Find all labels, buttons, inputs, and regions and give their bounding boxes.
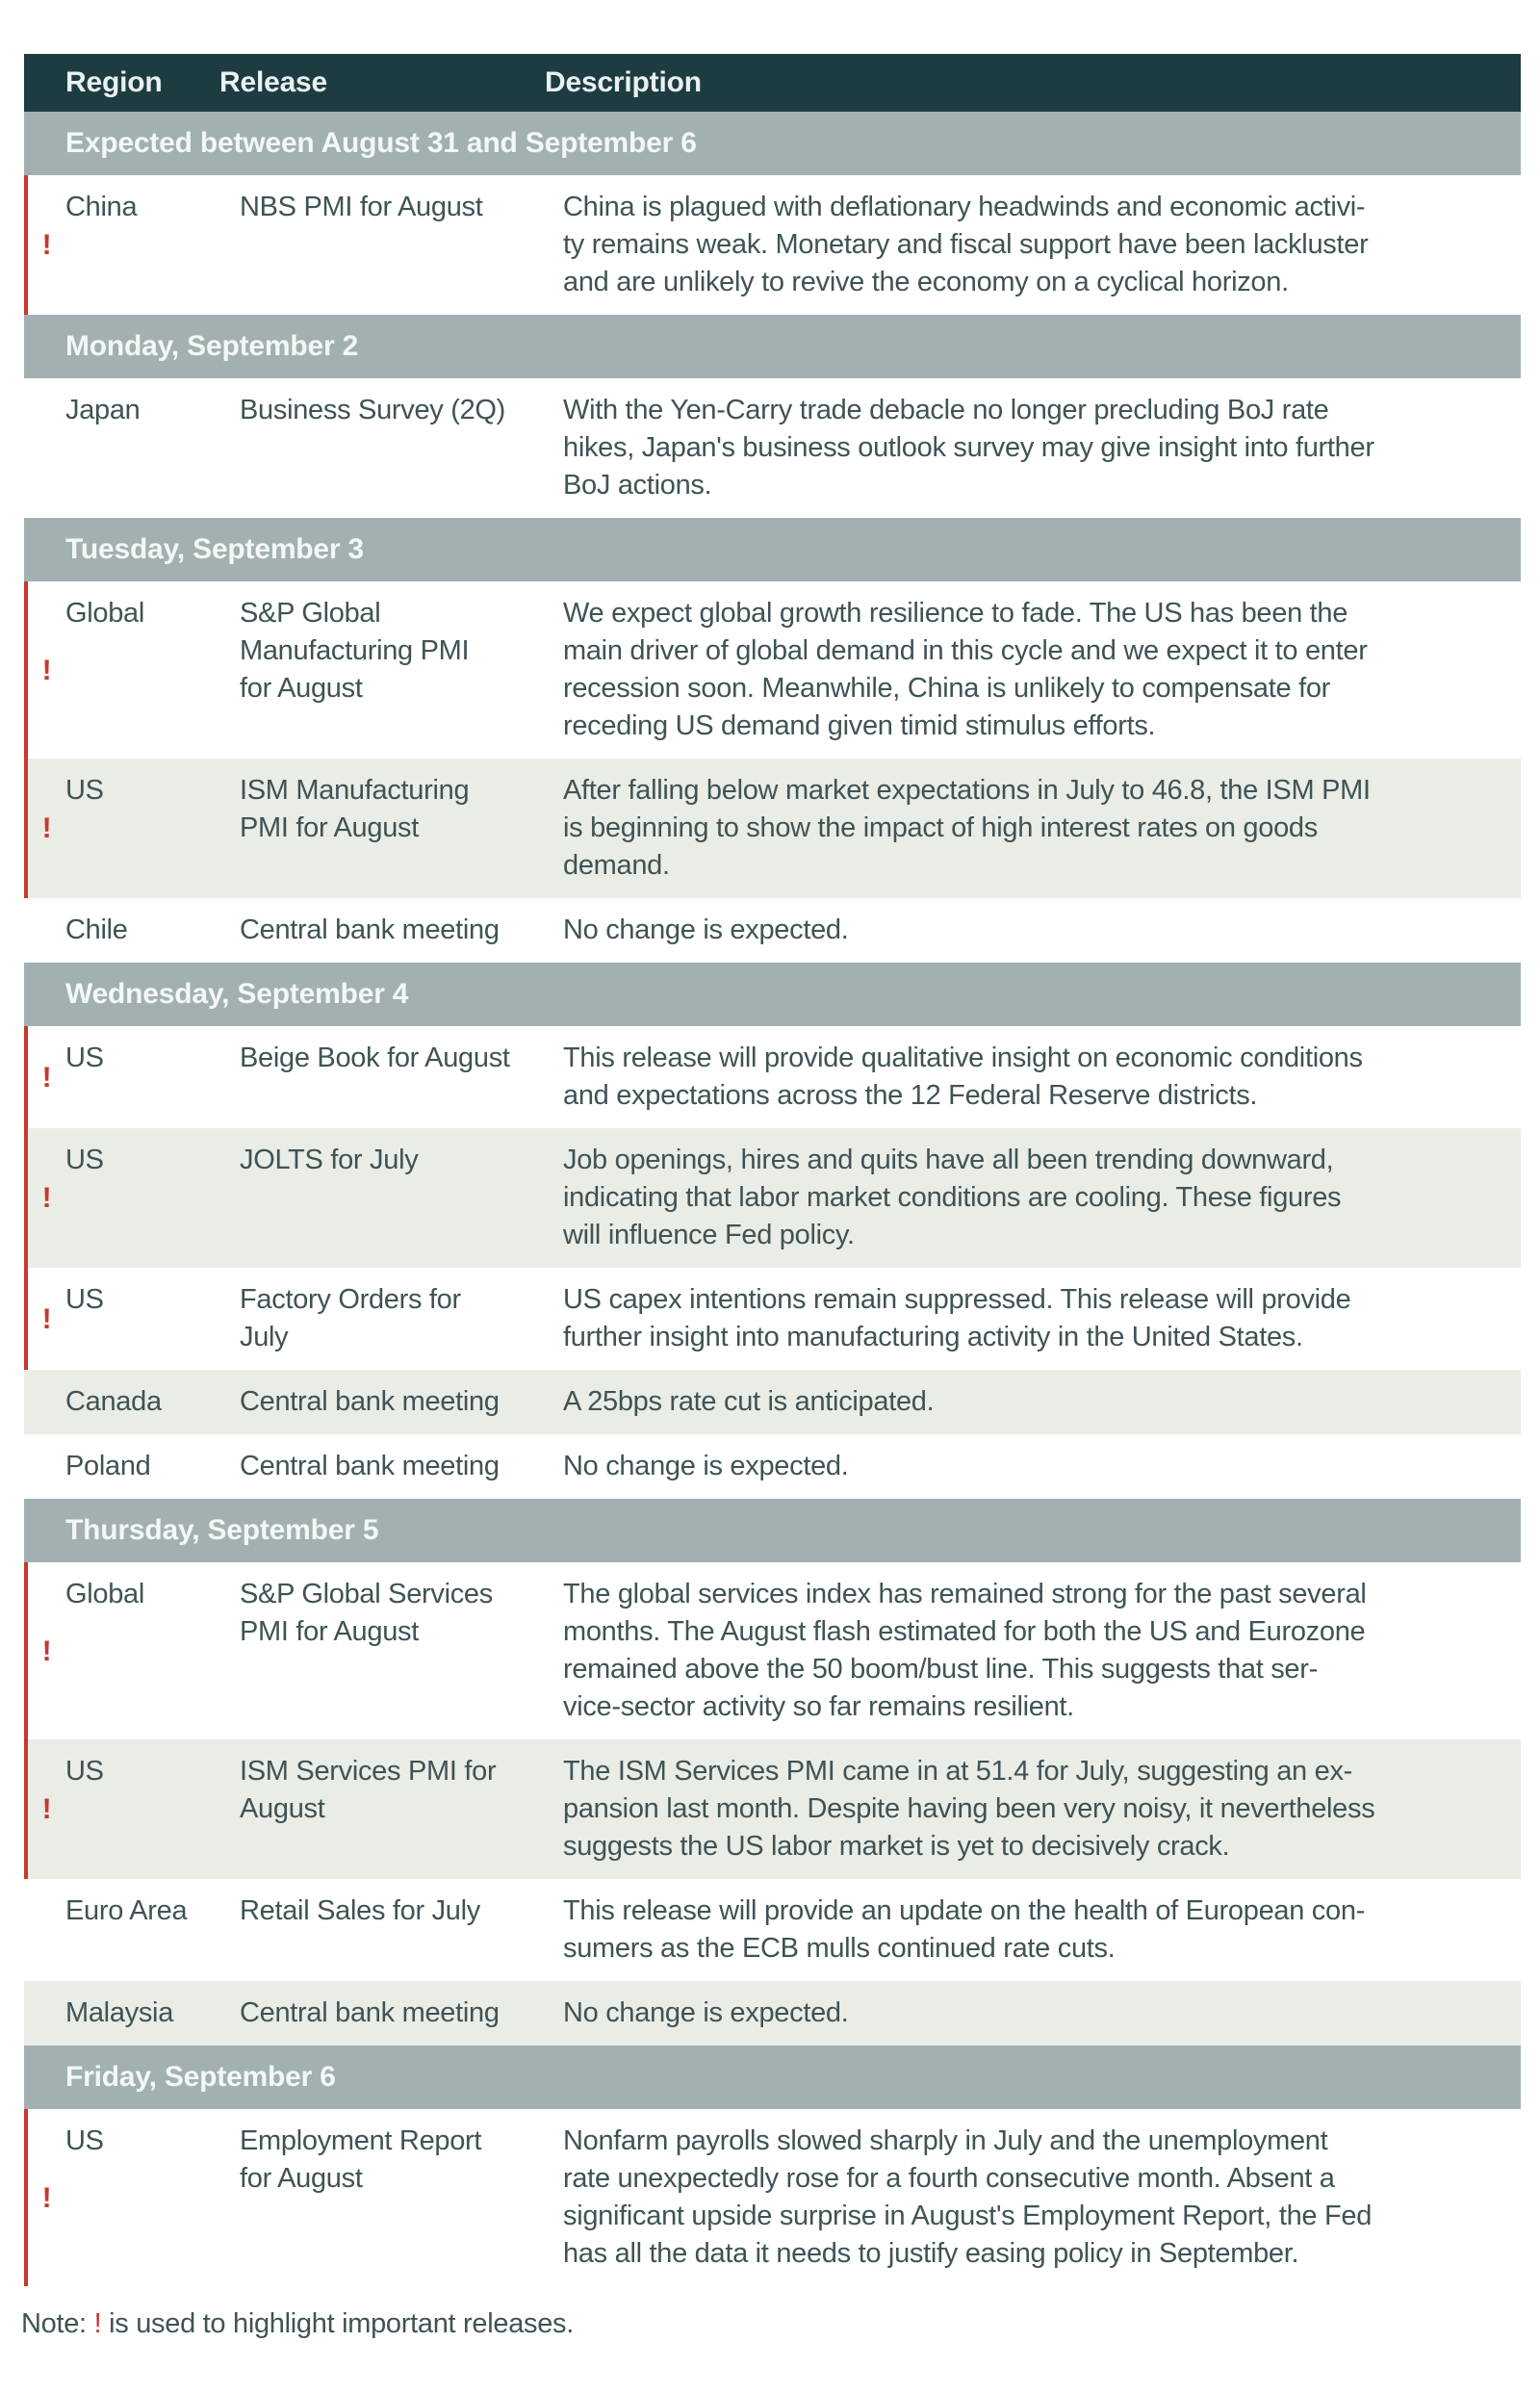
description-line: ty remains weak. Monetary and fiscal support have been lackluster (563, 229, 1369, 260)
table-row (24, 1370, 1521, 1434)
release-line: for August (240, 673, 363, 704)
release-cell (240, 1995, 563, 2032)
important-marker: ! (41, 654, 52, 686)
region-cell: China (65, 192, 138, 222)
description-cell (563, 1576, 1521, 1726)
note-text: is used to highlight important releases. (109, 2308, 575, 2339)
release-line: for August (240, 2163, 363, 2194)
region-cell: US (65, 1284, 104, 1315)
region-cell: Global (65, 598, 145, 629)
economic-calendar-table (24, 54, 1521, 2286)
description-line: We expect global growth resilience to fade. The US has been the (563, 598, 1348, 629)
section-header: Thursday, September 5 (24, 1499, 1521, 1562)
section-header: Monday, September 2 (24, 315, 1521, 378)
description-line: pansion last month. Despite having been very noisy, it nevertheless (563, 1793, 1375, 1824)
table-row (24, 581, 1521, 759)
important-marker: ! (41, 2181, 52, 2214)
description-line: remained above the 50 boom/bust line. This suggests that ser- (563, 1654, 1318, 1685)
release-cell (240, 595, 563, 745)
description-line: rate unexpectedly rose for a fourth consecutive month. Absent a (563, 2163, 1335, 2194)
description-line: vice-sector activity so far remains resilient. (563, 1691, 1074, 1722)
description-line: indicating that labor market conditions are cooling. These figures (563, 1182, 1342, 1213)
description-line: This release will provide an update on the health of European con- (563, 1895, 1366, 1926)
release-cell (240, 1040, 563, 1115)
section-header: Wednesday, September 4 (24, 963, 1521, 1026)
description-cell (563, 1892, 1521, 1968)
table-row (24, 1562, 1521, 1739)
description-cell (563, 1040, 1521, 1115)
table-row (24, 1128, 1521, 1268)
release-cell (240, 1753, 563, 1866)
description-line: hikes, Japan's business outlook survey may give insight into further (563, 432, 1374, 463)
note-important-marker: ! (93, 2308, 102, 2339)
note (21, 2305, 574, 2343)
release-cell (240, 189, 563, 301)
description-cell (563, 595, 1521, 745)
note-prefix: Note: (21, 2308, 87, 2339)
release-cell (240, 1448, 563, 1485)
release-line: ISM Services PMI for (240, 1756, 497, 1787)
release-line: S&P Global (240, 598, 381, 629)
important-marker: ! (41, 1182, 52, 1214)
description-line: demand. (563, 850, 670, 881)
description-line: The global services index has remained strong for the past several (563, 1579, 1367, 1609)
release-cell (240, 1281, 563, 1356)
release-line: Business Survey (2Q) (240, 395, 506, 425)
release-line: NBS PMI for August (240, 192, 483, 222)
important-marker: ! (41, 812, 52, 844)
table-row (24, 759, 1521, 898)
description-line: This release will provide qualitative insight on economic conditions (563, 1043, 1363, 1073)
release-line: JOLTS for July (240, 1145, 419, 1175)
release-line: Beige Book for August (240, 1043, 510, 1073)
description-line: and are unlikely to revive the economy on a cyclical horizon. (563, 267, 1289, 297)
table-row (24, 1434, 1521, 1499)
region-cell: Poland (65, 1451, 151, 1481)
description-line: and expectations across the 12 Federal Reserve districts. (563, 1080, 1258, 1111)
description-cell (563, 1448, 1521, 1485)
description-line: has all the data it needs to justify easing policy in September. (563, 2238, 1299, 2269)
region-cell: Global (65, 1579, 145, 1609)
important-marker: ! (41, 1793, 52, 1825)
important-marker (28, 1448, 65, 1485)
release-line: August (240, 1793, 325, 1824)
description-line: Nonfarm payrolls slowed sharply in July and the unemployment (563, 2125, 1328, 2156)
description-line: China is plagued with deflationary headwinds and economic activi- (563, 192, 1366, 222)
description-cell (563, 1753, 1521, 1866)
region-cell: US (65, 1756, 104, 1787)
table-row (24, 175, 1521, 315)
description-line: No change is expected. (563, 914, 849, 945)
description-line: After falling below market expectations in July to 46.8, the ISM PMI (563, 775, 1371, 806)
region-cell: US (65, 2125, 104, 2156)
column-header-release: Release (219, 66, 328, 98)
release-cell (240, 912, 563, 949)
important-marker (28, 392, 65, 504)
important-marker (28, 1892, 65, 1968)
release-line: Manufacturing PMI (240, 635, 470, 666)
table-row (24, 1879, 1521, 1981)
description-cell (563, 772, 1521, 885)
description-line: Job openings, hires and quits have all been trending downward, (563, 1145, 1334, 1175)
description-line: further insight into manufacturing activity in the United States. (563, 1322, 1303, 1352)
table-row (24, 1739, 1521, 1879)
region-cell: Japan (65, 395, 141, 425)
description-cell (563, 2123, 1521, 2273)
description-line: No change is expected. (563, 1997, 849, 2028)
release-line: Retail Sales for July (240, 1895, 480, 1926)
description-cell (563, 189, 1521, 301)
column-header-region: Region (65, 66, 163, 98)
description-line: A 25bps rate cut is anticipated. (563, 1386, 935, 1417)
description-line: No change is expected. (563, 1451, 849, 1481)
table-body (24, 112, 1521, 2286)
column-header-description: Description (545, 66, 702, 98)
release-line: PMI for August (240, 1616, 419, 1647)
release-line: Central bank meeting (240, 914, 500, 945)
release-line: Central bank meeting (240, 1997, 500, 2028)
important-marker: ! (41, 1061, 52, 1094)
section-header: Tuesday, September 3 (24, 518, 1521, 581)
section-header: Friday, September 6 (24, 2046, 1521, 2109)
description-line: recession soon. Meanwhile, China is unlikely to compensate for (563, 673, 1331, 704)
description-line: suggests the US labor market is yet to decisively crack. (563, 1831, 1230, 1862)
release-line: Employment Report (240, 2125, 482, 2156)
description-line: With the Yen-Carry trade debacle no longer precluding BoJ rate (563, 395, 1329, 425)
section-header: Expected between August 31 and September 6 (24, 112, 1521, 175)
release-line: ISM Manufacturing (240, 775, 470, 806)
table-row (24, 1268, 1521, 1370)
release-cell (240, 2123, 563, 2273)
description-line: significant upside surprise in August's Employment Report, the Fed (563, 2201, 1373, 2231)
table-row (24, 898, 1521, 963)
description-cell (563, 392, 1521, 504)
release-cell (240, 772, 563, 885)
description-line: months. The August flash estimated for both the US and Eurozone (563, 1616, 1366, 1647)
region-cell: Chile (65, 914, 128, 945)
release-line: Factory Orders for (240, 1284, 461, 1315)
release-line: Central bank meeting (240, 1386, 500, 1417)
important-marker (28, 912, 65, 949)
release-line: Central bank meeting (240, 1451, 500, 1481)
table-row (24, 378, 1521, 518)
description-line: sumers as the ECB mulls continued rate cuts. (563, 1933, 1116, 1964)
release-cell (240, 1576, 563, 1726)
description-line: The ISM Services PMI came in at 51.4 for July, suggesting an ex- (563, 1756, 1353, 1787)
important-marker: ! (41, 1635, 52, 1667)
release-line: July (240, 1322, 289, 1352)
description-cell (563, 1281, 1521, 1356)
release-line: PMI for August (240, 812, 419, 843)
table-row (24, 1981, 1521, 2046)
region-cell: US (65, 1145, 104, 1175)
table-header-row (24, 54, 1521, 112)
description-line: is beginning to show the impact of high interest rates on goods (563, 812, 1318, 843)
description-cell (563, 912, 1521, 949)
release-cell (240, 1383, 563, 1421)
region-cell: US (65, 1043, 104, 1073)
description-line: US capex intentions remain suppressed. This release will provide (563, 1284, 1351, 1315)
release-cell (240, 1142, 563, 1254)
description-line: receding US demand given timid stimulus efforts. (563, 710, 1156, 741)
description-line: main driver of global demand in this cycle and we expect it to enter (563, 635, 1368, 666)
important-marker: ! (41, 1302, 52, 1335)
important-marker: ! (41, 229, 52, 261)
table-row (24, 2109, 1521, 2286)
release-cell (240, 1892, 563, 1968)
description-cell (563, 1142, 1521, 1254)
description-line: will influence Fed policy. (563, 1220, 855, 1250)
important-marker (28, 1995, 65, 2032)
region-cell: Euro Area (65, 1895, 188, 1926)
description-line: BoJ actions. (563, 470, 712, 501)
description-cell (563, 1383, 1521, 1421)
description-cell (563, 1995, 1521, 2032)
release-line: S&P Global Services (240, 1579, 493, 1609)
release-cell (240, 392, 563, 504)
table-row (24, 1026, 1521, 1128)
region-cell: Malaysia (65, 1997, 174, 2028)
region-cell: Canada (65, 1386, 162, 1417)
region-cell: US (65, 775, 104, 806)
important-marker (28, 1383, 65, 1421)
